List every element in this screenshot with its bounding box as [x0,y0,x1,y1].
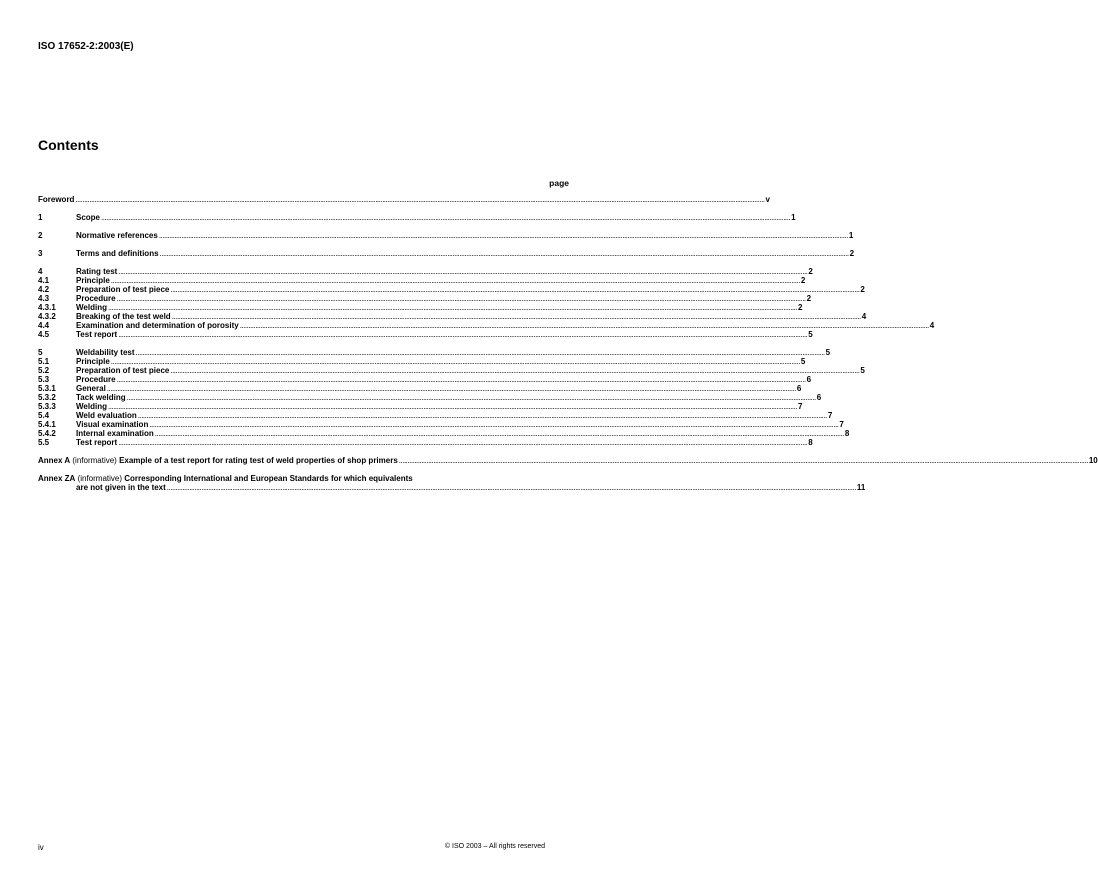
toc-entry[interactable] [38,393,822,402]
toc-entry-page: 4 [861,312,867,321]
toc-entry-number: 4 [38,267,43,276]
annex-title-text: Corresponding International and European Standards for which equivalents [124,474,413,483]
toc-entry[interactable] [38,438,813,447]
toc-entry-title: Breaking of the test weld [76,312,171,321]
annex-label: Annex A [38,456,71,465]
toc-entry-page: 2 [849,249,855,258]
toc-entry-number: 4.1 [38,276,50,285]
toc-entry-title: Foreword [38,195,75,204]
toc-entry-page: 2 [860,285,865,294]
table-of-contents [38,195,1098,492]
toc-leader-dots: ................................................................................................................................................................................................................................................................................................................................................................................................................ [110,357,800,366]
toc-entry-number: 5.1 [38,357,50,366]
toc-entry-number: 4.3.2 [38,312,56,321]
toc-entry[interactable] [38,357,806,366]
toc-leader-dots: ................................................................................................................................................................................................................................................................................................................................................................................................................ [126,393,816,402]
toc-entry-title: Tack welding [76,393,126,402]
toc-entry-number: 4.2 [38,285,50,294]
toc-entry[interactable] [38,375,812,384]
toc-leader-dots: ................................................................................................................................................................................................................................................................................................................................................................................................................ [116,294,806,303]
toc-entry-number: 5.2 [38,366,50,375]
toc-entry-number: 5.3.2 [38,393,56,402]
document-id-header: ISO 17652-2:2003(E) [38,41,134,52]
toc-entry[interactable] [38,285,865,294]
toc-entry[interactable] [38,294,812,303]
toc-entry[interactable] [38,420,844,429]
toc-entry-title: Examination and determination of porosity [76,321,239,330]
annex-label: Annex ZA [38,474,76,483]
toc-leader-dots: ................................................................................................................................................................................................................................................................................................................................................................................................................ [106,384,796,393]
toc-entry-title: Weldability test [76,348,135,357]
toc-entry-number: 5.5 [38,438,50,447]
toc-entry-title: Principle [76,357,110,366]
toc-leader-dots: ................................................................................................................................................................................................................................................................................................................................................................................................................ [118,330,808,339]
toc-entry-number: 4.5 [38,330,50,339]
toc-entry-page: 2 [806,294,812,303]
toc-annex-title [38,456,398,465]
toc-entry-title: Procedure [76,375,116,384]
toc-entry[interactable] [38,321,935,330]
toc-entry-title: Welding [76,402,107,411]
toc-entry-number: 4.4 [38,321,50,330]
toc-leader-dots: ................................................................................................................................................................................................................................................................................................................................................................................................................ [158,231,848,240]
toc-entry-page: 5 [825,348,831,357]
toc-entry-title: Preparation of test piece [76,366,170,375]
page-column-label: page [549,178,569,188]
annex-title-text-continued: are not given in the text [76,483,166,492]
toc-entry-page: 6 [816,393,822,402]
toc-entry[interactable] [38,366,865,375]
toc-entry-title: Procedure [76,294,116,303]
toc-entry-number: 5.3.1 [38,384,56,393]
toc-leader-dots: ................................................................................................................................................................................................................................................................................................................................................................................................................ [116,375,806,384]
toc-entry[interactable] [38,267,813,276]
toc-leader-dots: ................................................................................................................................................................................................................................................................................................................................................................................................................ [170,366,860,375]
toc-entry-title: Scope [76,213,101,222]
toc-entry-number: 5.4.2 [38,429,56,438]
toc-entry[interactable] [38,231,854,240]
toc-leader-dots: ................................................................................................................................................................................................................................................................................................................................................................................................................ [107,402,798,411]
toc-leader-dots: ................................................................................................................................................................................................................................................................................................................................................................................................................ [154,429,844,438]
toc-entry-page: 1 [791,213,796,222]
toc-entry-title: Normative references [76,231,158,240]
toc-entry-page: 4 [929,321,935,330]
toc-entry-number: 5 [38,348,43,357]
toc-annex-za[interactable] [38,474,569,483]
toc-entry-page: 1 [848,231,854,240]
toc-entry[interactable] [38,213,796,222]
toc-entry-page: 2 [800,276,806,285]
annex-note: (informative) [75,474,125,483]
toc-entry[interactable] [38,330,813,339]
toc-entry-page: 11 [856,483,866,492]
toc-leader-dots: ................................................................................................................................................................................................................................................................................................................................................................................................................ [166,483,856,492]
footer-page-number: iv [38,843,44,852]
toc-entry[interactable] [38,312,867,321]
toc-entry-title: Principle [76,276,110,285]
toc-entry-page: 6 [806,375,812,384]
toc-leader-dots: ................................................................................................................................................................................................................................................................................................................................................................................................................ [135,348,825,357]
toc-entry-page: 7 [827,411,833,420]
toc-entry-title: Preparation of test piece [76,285,170,294]
toc-entry-title: General [76,384,106,393]
toc-leader-dots: ................................................................................................................................................................................................................................................................................................................................................................................................................ [239,321,929,330]
toc-entry-number: 3 [38,249,43,258]
toc-leader-dots: ................................................................................................................................................................................................................................................................................................................................................................................................................ [171,312,861,321]
toc-entry[interactable] [38,195,770,204]
toc-entry[interactable] [38,429,850,438]
toc-entry[interactable] [38,402,803,411]
toc-entry-number: 2 [38,231,43,240]
toc-entry-page: 2 [808,267,813,276]
toc-entry-title: Terms and definitions [76,249,159,258]
annex-note: (informative) [70,456,120,465]
toc-entry-page: 5 [860,366,865,375]
toc-entry-title: Visual examination [76,420,149,429]
toc-leader-dots: ................................................................................................................................................................................................................................................................................................................................................................................................................ [101,213,791,222]
toc-entry-title: Weld evaluation [76,411,137,420]
toc-entry-page: 7 [798,402,803,411]
toc-entry-number: 5.3 [38,375,50,384]
toc-leader-dots: ................................................................................................................................................................................................................................................................................................................................................................................................................ [75,195,765,204]
toc-entry[interactable] [38,411,833,420]
toc-entry-page: 6 [796,384,802,393]
toc-leader-dots: ................................................................................................................................................................................................................................................................................................................................................................................................................ [107,303,798,312]
toc-entry-number: 5.4 [38,411,50,420]
toc-entry-page: 8 [808,438,813,447]
toc-entry-page: 10 [1088,456,1098,465]
toc-entry-page: 2 [798,303,803,312]
toc-entry-page: 5 [800,357,806,366]
toc-leader-dots: ................................................................................................................................................................................................................................................................................................................................................................................................................ [398,456,1088,465]
toc-leader-dots: ................................................................................................................................................................................................................................................................................................................................................................................................................ [159,249,849,258]
contents-title: Contents [38,137,99,153]
toc-entry-title: Internal examination [76,429,154,438]
toc-entry[interactable] [38,384,802,393]
toc-entry-title: Test report [76,330,118,339]
toc-entry-page: 7 [839,420,844,429]
toc-leader-dots: ................................................................................................................................................................................................................................................................................................................................................................................................................ [110,276,800,285]
toc-entry-title: Welding [76,303,107,312]
toc-entry-title: Test report [76,438,118,447]
toc-entry-number: 5.3.3 [38,402,56,411]
toc-entry[interactable] [38,348,831,357]
toc-entry-page: v [765,195,770,204]
toc-leader-dots: ................................................................................................................................................................................................................................................................................................................................................................................................................ [170,285,860,294]
toc-entry[interactable] [38,303,803,312]
toc-entry-title: Rating test [76,267,118,276]
toc-entry-number: 1 [38,213,43,222]
toc-entry[interactable] [38,249,855,258]
toc-entry-number: 4.3.1 [38,303,56,312]
toc-leader-dots: ................................................................................................................................................................................................................................................................................................................................................................................................................ [149,420,839,429]
toc-annex-title [38,474,413,483]
footer-copyright: © ISO 2003 – All rights reserved [444,843,545,850]
toc-entry-page: 8 [844,429,850,438]
toc-annex-a[interactable] [38,456,1098,465]
annex-title-text: Example of a test report for rating test of weld properties of shop primers [119,456,398,465]
toc-entry-number: 5.4.1 [38,420,56,429]
toc-leader-dots: ................................................................................................................................................................................................................................................................................................................................................................................................................ [118,267,808,276]
toc-leader-dots: ................................................................................................................................................................................................................................................................................................................................................................................................................ [118,438,808,447]
toc-leader-dots: ................................................................................................................................................................................................................................................................................................................................................................................................................ [137,411,827,420]
toc-entry-page: 5 [808,330,813,339]
toc-entry[interactable] [38,276,806,285]
toc-annex-za-continued[interactable] [38,483,866,492]
toc-entry-number: 4.3 [38,294,50,303]
